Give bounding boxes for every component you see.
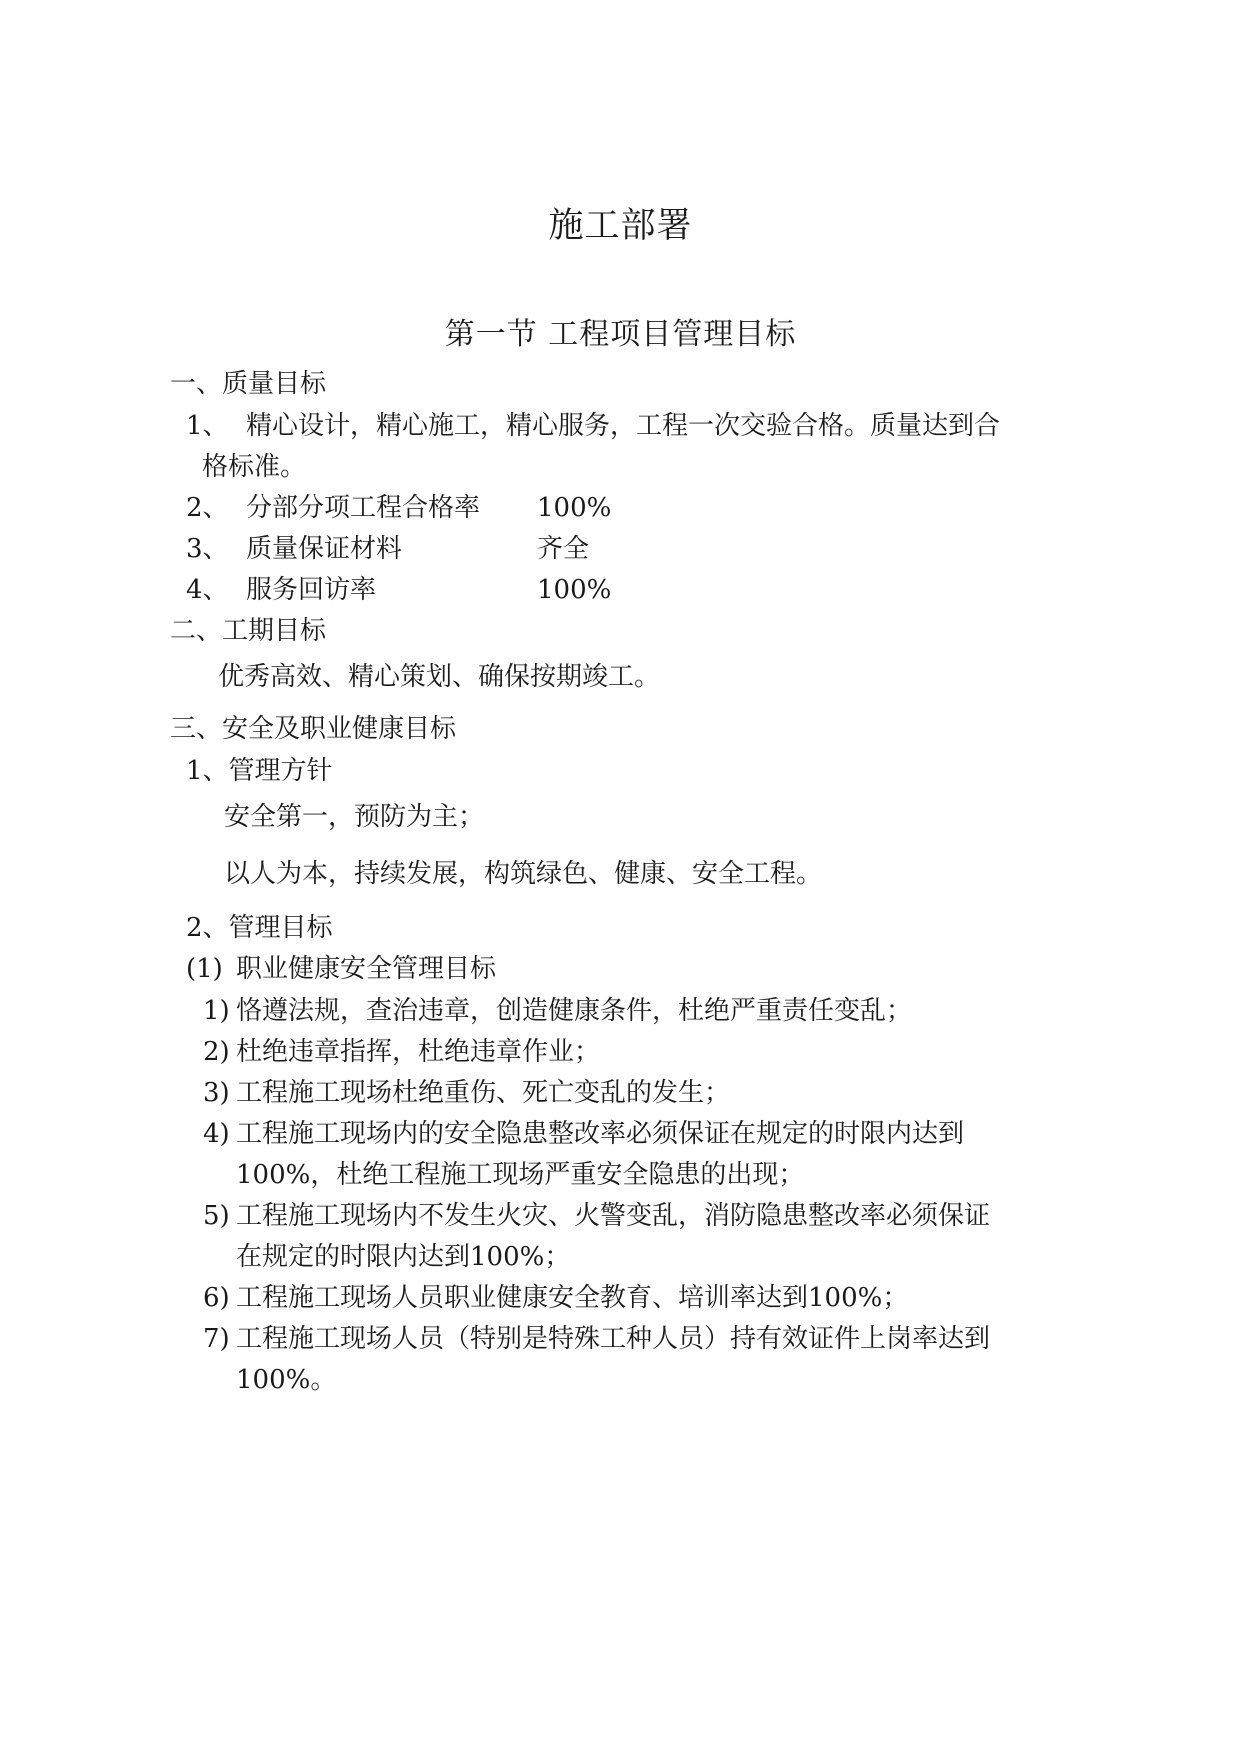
goal-item-5-number: 5) <box>203 1201 230 1231</box>
goals-subheading-text: 职业健康安全管理目标 <box>236 954 497 984</box>
goal-item-3-text: 工程施工现场杜绝重伤、死亡变乱的发生； <box>236 1078 731 1108</box>
goal-item-3-number: 3) <box>203 1078 230 1108</box>
goal-item-7-text: 工程施工现场人员（特别是特殊工种人员）持有效证件上岗率达到 <box>236 1324 991 1354</box>
goal-item-7-number: 7) <box>203 1324 230 1354</box>
quality-item-1-number: 1、 <box>186 411 229 441</box>
policy-line-2: 以人为本，持续发展，构筑绿色、健康、安全工程。 <box>224 859 823 889</box>
goal-item-7-text-continued: 100%。 <box>236 1365 337 1395</box>
page-title: 施工部署 <box>548 206 693 246</box>
goal-item-6-text: 工程施工现场人员职业健康安全教育、培训率达到100%； <box>236 1283 909 1313</box>
policy-heading: 1、管理方针 <box>186 756 333 786</box>
quality-item-4-number: 4、 <box>186 575 229 605</box>
quality-heading: 一、质量目标 <box>170 369 327 399</box>
goal-item-2-number: 2) <box>203 1037 230 1067</box>
quality-item-4-label: 服务回访率 <box>246 575 377 605</box>
quality-item-2-value: 100% <box>537 493 612 523</box>
goals-subheading-number: (1) <box>186 954 223 984</box>
quality-item-3-value: 齐全 <box>537 534 590 564</box>
goal-item-5-text-continued: 在规定的时限内达到100%； <box>236 1242 571 1272</box>
goal-item-1-number: 1) <box>203 996 230 1026</box>
schedule-heading: 二、工期目标 <box>170 616 327 646</box>
goal-item-4-text: 工程施工现场内的安全隐患整改率必须保证在规定的时限内达到 <box>236 1119 965 1149</box>
goal-item-5-text: 工程施工现场内不发生火灾、火警变乱，消防隐患整改率必须保证 <box>236 1201 991 1231</box>
quality-item-3-label: 质量保证材料 <box>246 534 403 564</box>
goal-item-4-text-continued: 100%，杜绝工程施工现场严重安全隐患的出现； <box>236 1160 805 1190</box>
quality-item-2-label: 分部分项工程合格率 <box>246 493 481 523</box>
quality-item-1-text: 精心设计，精心施工，精心服务，工程一次交验合格。质量达到合 <box>246 411 1001 441</box>
goal-item-2-text: 杜绝违章指挥，杜绝违章作业； <box>236 1037 601 1067</box>
quality-item-3-number: 3、 <box>186 534 229 564</box>
section-heading: 第一节 工程项目管理目标 <box>444 317 797 352</box>
schedule-text: 优秀高效、精心策划、确保按期竣工。 <box>218 662 661 692</box>
quality-item-4-value: 100% <box>537 575 612 605</box>
quality-item-2-number: 2、 <box>186 493 229 523</box>
policy-line-1: 安全第一，预防为主； <box>224 802 485 832</box>
safety-heading: 三、安全及职业健康目标 <box>170 714 457 744</box>
goal-item-4-number: 4) <box>203 1119 230 1149</box>
goal-item-1-text: 恪遵法规，查治违章，创造健康条件，杜绝严重责任变乱； <box>236 996 913 1026</box>
goal-item-6-number: 6) <box>203 1283 230 1313</box>
quality-item-1-text-continued: 格标准。 <box>202 452 307 482</box>
goals-heading: 2、管理目标 <box>186 913 333 943</box>
